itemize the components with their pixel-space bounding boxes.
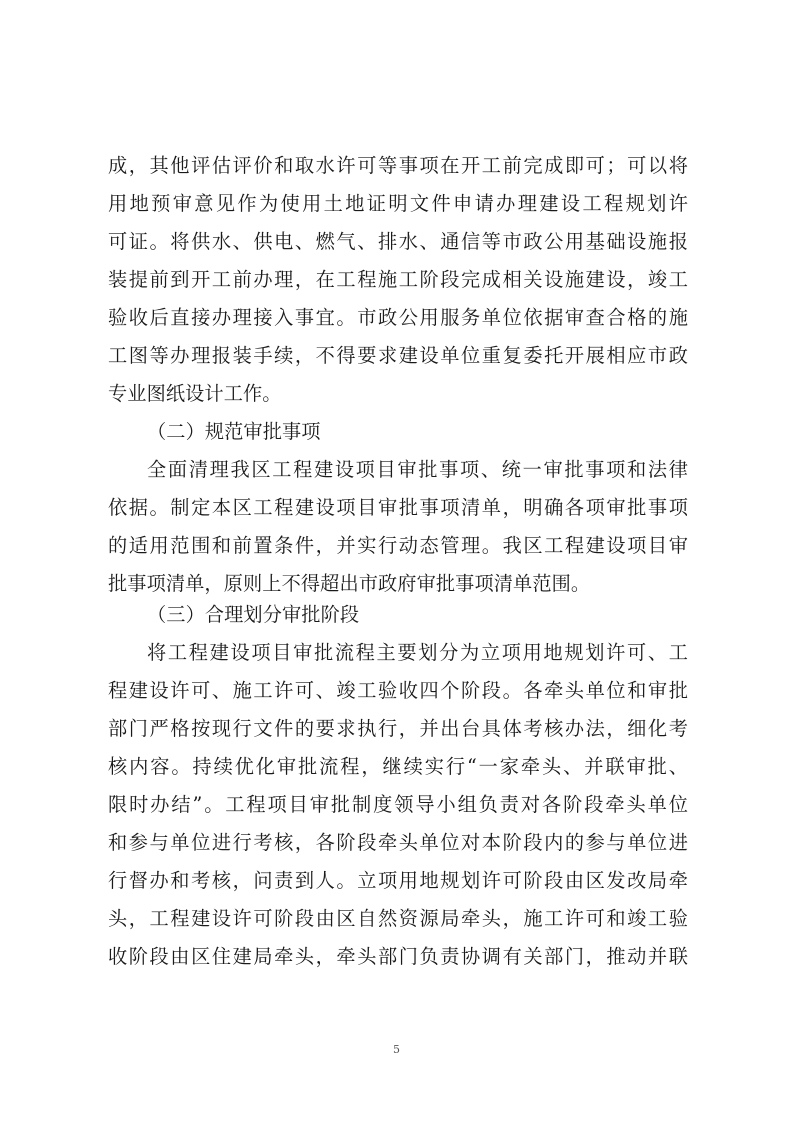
paragraph-line: 用地预审意见作为使用土地证明文件申请办理建设工程规划许: [108, 192, 688, 215]
paragraph-line: 验收后直接办理接入事宜。市政公用服务单位依据审查合格的施: [108, 306, 688, 329]
paragraph-line: 装提前到开工前办理，在工程施工阶段完成相关设施建设，竣工: [108, 268, 688, 291]
paragraph-line: 限时办结”。工程项目审批制度领导小组负责对各阶段牵头单位: [108, 793, 688, 816]
paragraph-line: 部门严格按现行文件的要求执行，并出台具体考核办法，细化考: [108, 717, 688, 740]
paragraph-line: 工图等办理报装手续，不得要求建设单位重复委托开展相应市政: [108, 344, 688, 367]
page-number: 5: [393, 1043, 400, 1056]
paragraph-line: 依据。制定本区工程建设项目审批事项清单，明确各项审批事项: [108, 496, 688, 519]
paragraph-line: 头，工程建设许可阶段由区自然资源局牵头，施工许可和竣工验: [108, 907, 688, 930]
section-heading-standardize-approval-items: （二）规范审批事项: [147, 420, 321, 443]
paragraph-line: 和参与单位进行考核，各阶段牵头单位对本阶段内的参与单位进: [108, 831, 688, 854]
paragraph-line: 可证。将供水、供电、燃气、排水、通信等市政公用基础设施报: [108, 230, 688, 253]
paragraph-line: 成，其他评估评价和取水许可等事项在开工前完成即可；可以将: [108, 154, 688, 177]
section-heading-divide-approval-stages: （三）合理划分审批阶段: [147, 603, 360, 626]
paragraph-line: 行督办和考核，问责到人。立项用地规划许可阶段由区发改局牵: [108, 869, 688, 892]
paragraph-line: 将工程建设项目审批流程主要划分为立项用地规划许可、工: [147, 641, 688, 664]
paragraph-line: 的适用范围和前置条件，并实行动态管理。我区工程建设项目审: [108, 534, 688, 557]
paragraph-line: 全面清理我区工程建设项目审批事项、统一审批事项和法律: [147, 458, 688, 481]
paragraph-line: 程建设许可、施工许可、竣工验收四个阶段。各牵头单位和审批: [108, 679, 688, 702]
paragraph-line: 专业图纸设计工作。: [108, 382, 282, 405]
paragraph-line: 收阶段由区住建局牵头，牵头部门负责协调有关部门，推动并联: [108, 945, 688, 968]
paragraph-line: 核内容。持续优化审批流程，继续实行“一家牵头、并联审批、: [108, 755, 688, 778]
paragraph-line: 批事项清单，原则上不得超出市政府审批事项清单范围。: [108, 572, 591, 595]
